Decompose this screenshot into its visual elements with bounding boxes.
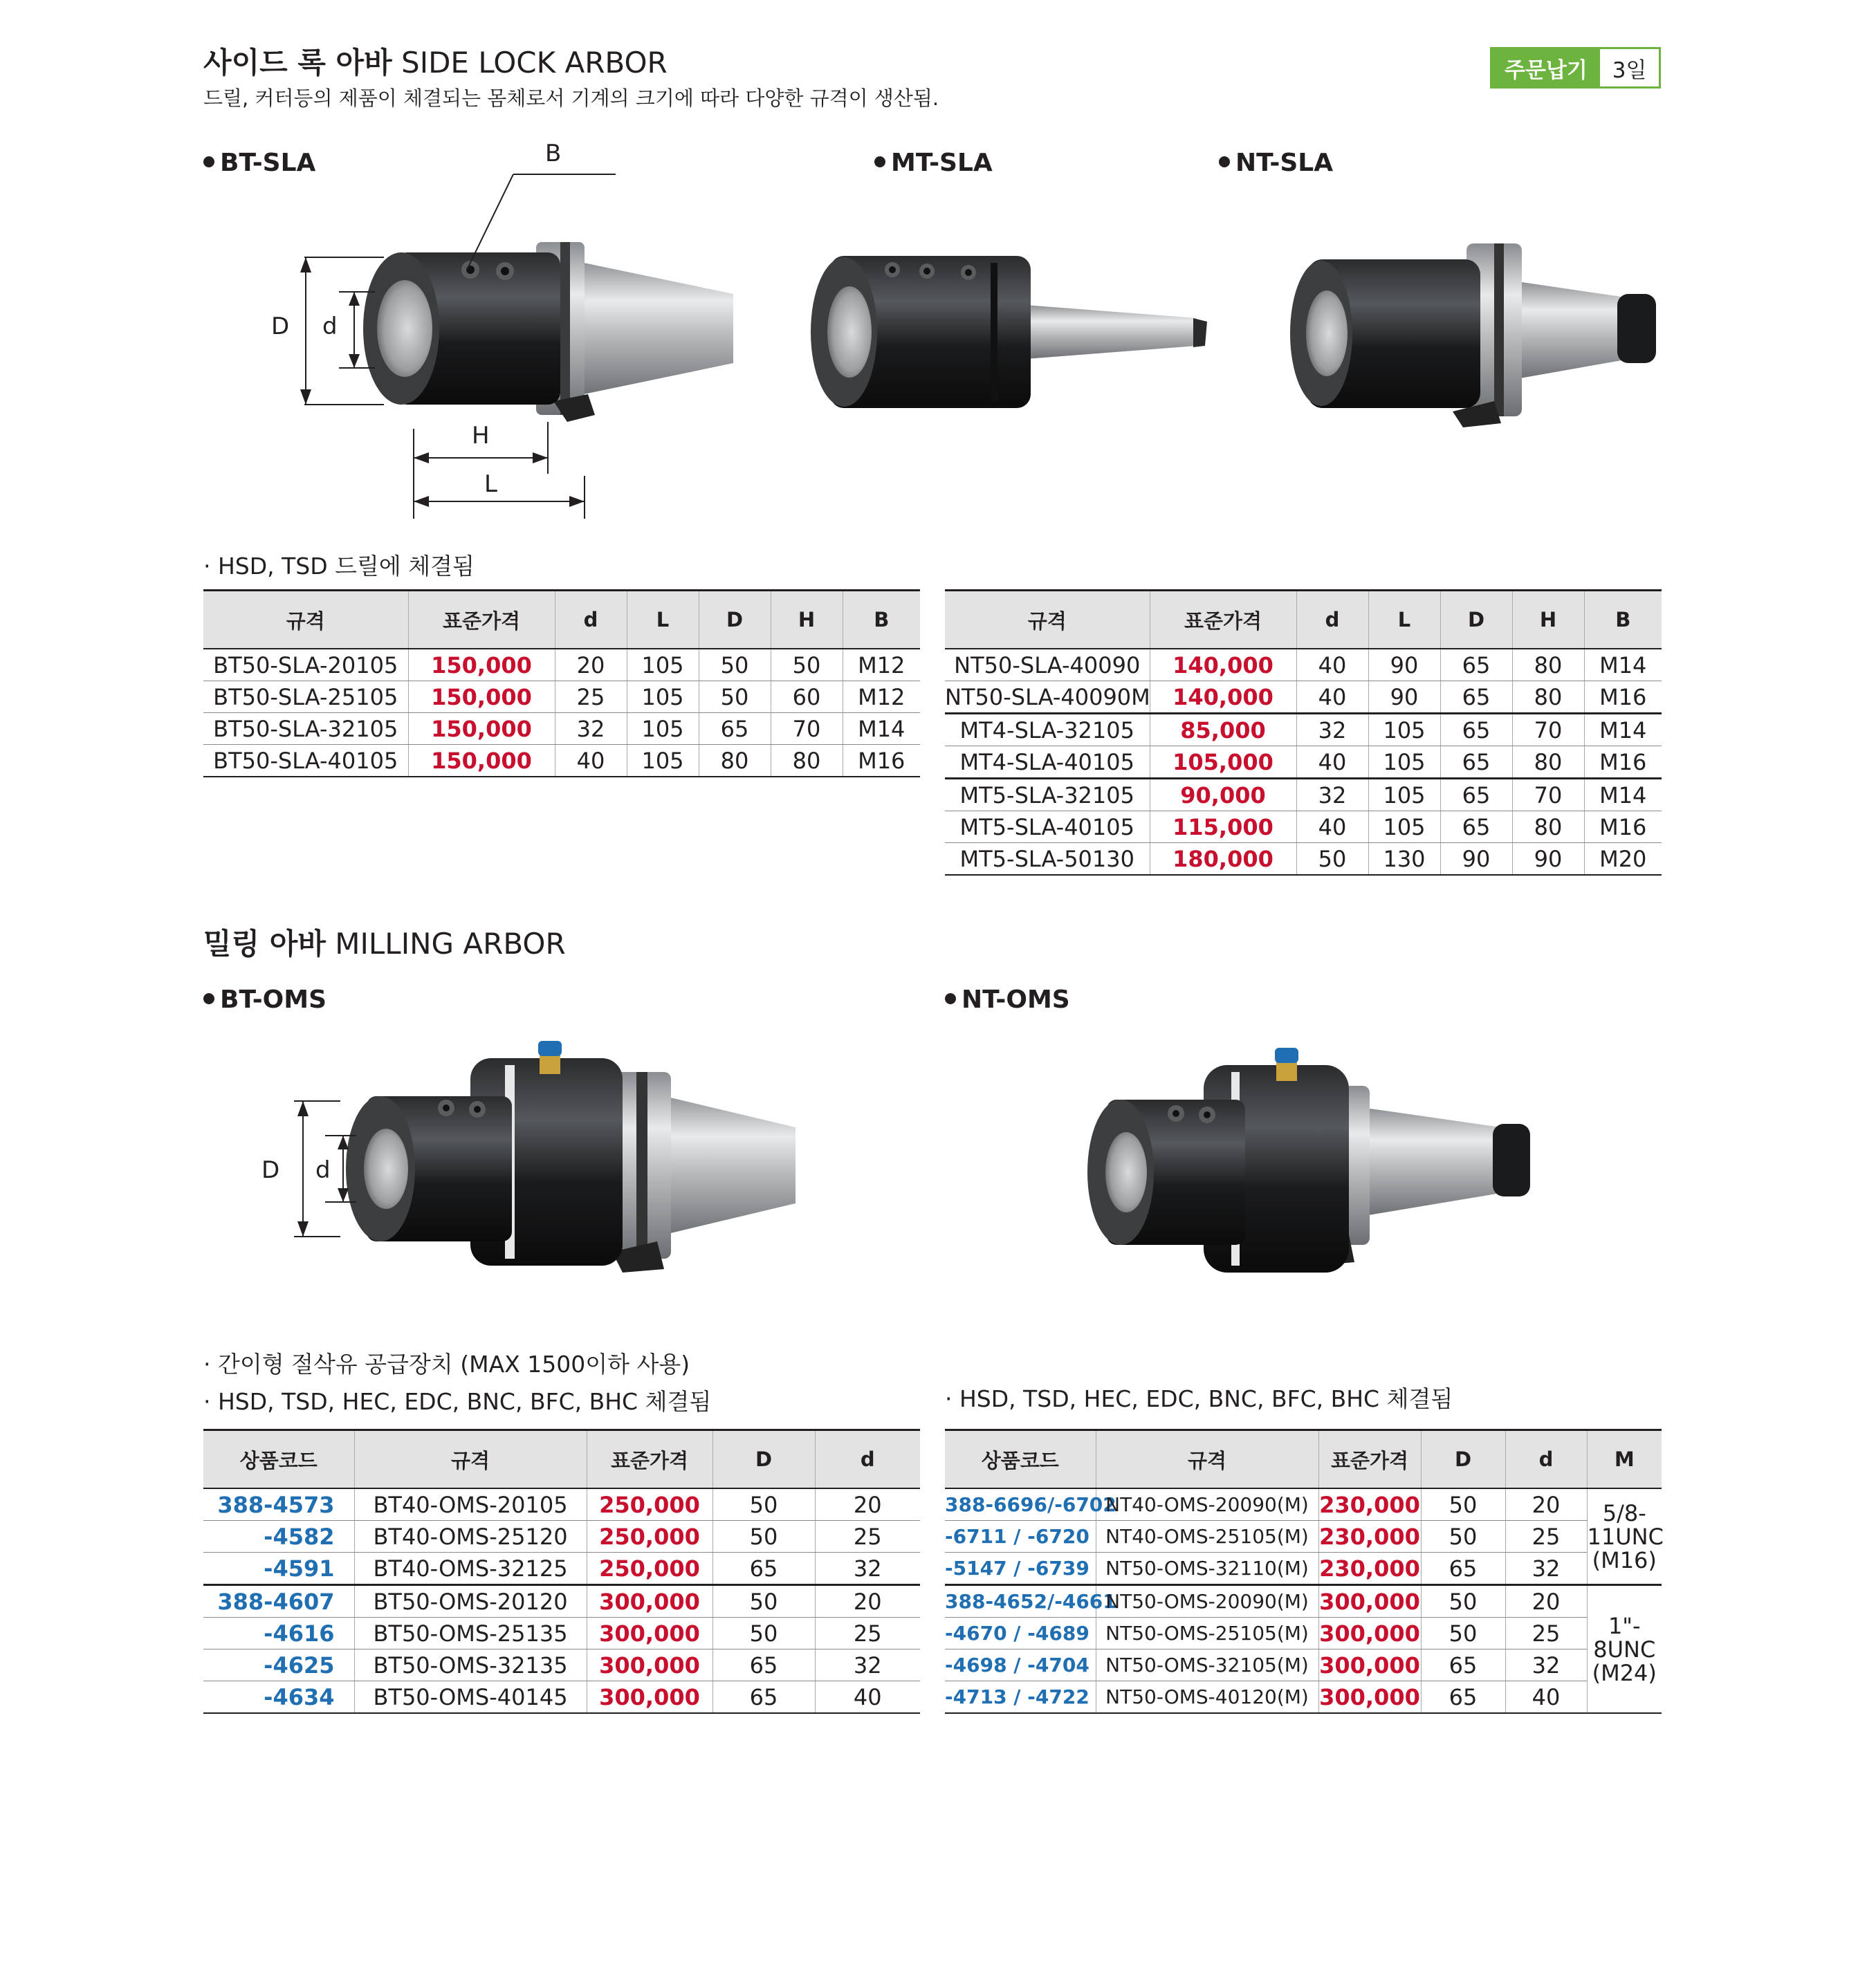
model-label-nt-oms: NT-OMS	[945, 985, 1070, 1015]
table-row: -4634 BT50-OMS-40145 300,000 65 40	[203, 1681, 920, 1714]
table-row: -6711 / -6720 NT40-OMS-25105(M) 230,000 50 25	[945, 1521, 1662, 1553]
table-row: -4670 / -4689 NT50-OMS-25105(M) 300,000 50 25	[945, 1618, 1662, 1649]
bullet-icon	[874, 156, 885, 167]
side-lock-table-left	[203, 589, 920, 777]
dim-label-h: H	[472, 422, 490, 450]
table-row: -5147 / -6739 NT50-OMS-32110(M) 230,000 65 32	[945, 1553, 1662, 1585]
milling-note-2: · HSD, TSD, HEC, EDC, BNC, BFC, BHC 체결됨	[203, 1388, 712, 1415]
dim-label-b: B	[545, 140, 562, 167]
milling-note-1: · 간이형 절삭유 공급장치 (MAX 1500이하 사용)	[203, 1351, 690, 1378]
model-label-bt-sla: BT-SLA	[203, 148, 315, 178]
nt-oms-arbor-image	[1079, 1024, 1563, 1300]
mt-sla-arbor-image	[809, 242, 1224, 436]
delivery-badge	[1490, 47, 1661, 89]
thread-size-cell: 5/8- 11UNC (M16)	[1587, 1488, 1662, 1585]
table-row: BT50-SLA-40105 150,000 40 105 80 80 M16	[203, 745, 920, 777]
delivery-badge-value: 3일	[1600, 49, 1659, 86]
milling-note-right: · HSD, TSD, HEC, EDC, BNC, BFC, BHC 체결됨	[945, 1385, 1453, 1412]
thread-size-cell: 1"- 8UNC (M24)	[1587, 1585, 1662, 1714]
nt-sla-arbor-image	[1287, 235, 1674, 436]
table-row: MT5-SLA-32105 90,000 32 105 65 70 M14	[945, 779, 1662, 811]
table-row: MT5-SLA-50130 180,000 50 130 90 90 M20	[945, 843, 1662, 876]
section-title-milling: 밀링 아바 MILLING ARBOR	[203, 927, 566, 961]
bullet-icon	[203, 993, 214, 1004]
bt-sla-arbor-image	[263, 138, 761, 526]
table-row: MT5-SLA-40105 115,000 40 105 65 80 M16	[945, 811, 1662, 843]
table-row: BT50-SLA-20105 150,000 20 105 50 50 M12	[203, 649, 920, 681]
table-row: BT50-SLA-25105 150,000 25 105 50 60 M12	[203, 681, 920, 713]
table-header-row: 규격 표준가격 d L D H B	[945, 591, 1662, 649]
table-header-row: 상품코드 규격 표준가격 D d M	[945, 1430, 1662, 1489]
table-row: 388-6696/-6702 NT40-OMS-20090(M) 230,000 50 20 5/8- 11UNC (M16)	[945, 1488, 1662, 1521]
bullet-icon	[1219, 156, 1230, 167]
model-label-bt-oms: BT-OMS	[203, 985, 327, 1015]
dim-label-d: d	[315, 1156, 331, 1184]
table-row: MT4-SLA-40105 105,000 40 105 65 80 M16	[945, 746, 1662, 779]
table-row: -4698 / -4704 NT50-OMS-32105(M) 300,000 65 32	[945, 1649, 1662, 1681]
table-row: -4616 BT50-OMS-25135 300,000 50 25	[203, 1618, 920, 1649]
model-label-nt-sla: NT-SLA	[1219, 148, 1333, 178]
delivery-badge-label: 주문납기	[1492, 49, 1600, 86]
milling-table-left	[203, 1429, 920, 1714]
table-row: NT50-SLA-40090M 140,000 40 90 65 80 M16	[945, 681, 1662, 714]
table-row: NT50-SLA-40090 140,000 40 90 65 80 M14	[945, 649, 1662, 681]
table-header-row: 상품코드 규격 표준가격 D d	[203, 1430, 920, 1489]
table-row: 388-4652/-4661 NT50-OMS-20090(M) 300,000 50 20 1"- 8UNC (M24)	[945, 1585, 1662, 1618]
table-header-row: 규격 표준가격 d L D H B	[203, 591, 920, 649]
dim-label-D: D	[261, 1156, 280, 1184]
dim-label-D: D	[271, 313, 290, 340]
side-lock-note: · HSD, TSD 드릴에 체결됨	[203, 553, 475, 580]
dim-label-d: d	[322, 313, 338, 340]
table-row: -4582 BT40-OMS-25120 250,000 50 25	[203, 1521, 920, 1553]
model-label-mt-sla: MT-SLA	[874, 148, 993, 178]
milling-table-right	[945, 1429, 1662, 1714]
table-row: MT4-SLA-32105 85,000 32 105 65 70 M14	[945, 714, 1662, 746]
table-row: -4713 / -4722 NT50-OMS-40120(M) 300,000 65 40	[945, 1681, 1662, 1714]
bullet-icon	[945, 993, 956, 1004]
bullet-icon	[203, 156, 214, 167]
table-row: BT50-SLA-32105 150,000 32 105 65 70 M14	[203, 713, 920, 745]
table-row: 388-4573 BT40-OMS-20105 250,000 50 20	[203, 1488, 920, 1521]
table-row: 388-4607 BT50-OMS-20120 300,000 50 20	[203, 1585, 920, 1618]
bt-oms-arbor-image	[263, 1030, 816, 1293]
section-title-side-lock: 사이드 록 아바 SIDE LOCK ARBOR	[203, 46, 668, 80]
table-row: -4625 BT50-OMS-32135 300,000 65 32	[203, 1649, 920, 1681]
side-lock-table-right	[945, 589, 1662, 876]
dim-label-l: L	[484, 470, 497, 498]
table-row: -4591 BT40-OMS-32125 250,000 65 32	[203, 1553, 920, 1585]
section-description: 드릴, 커터등의 제품이 체결되는 몸체로서 기계의 크기에 따라 다양한 규격이 생산됨.	[203, 86, 939, 110]
